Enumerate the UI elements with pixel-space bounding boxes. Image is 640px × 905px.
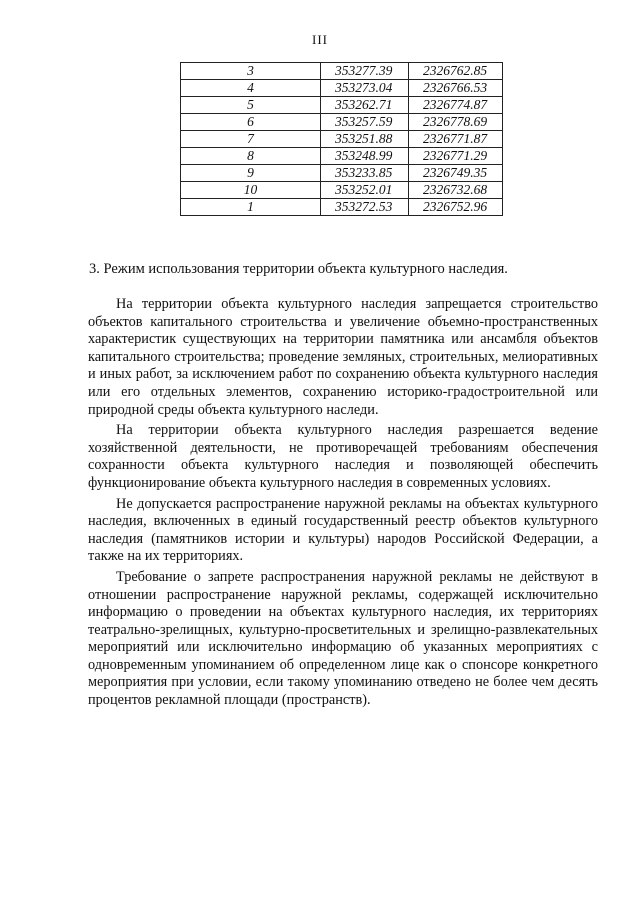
point-number-cell: 8	[181, 148, 321, 165]
y-coordinate-cell: 2326752.96	[409, 199, 503, 216]
x-coordinate-cell: 353251.88	[321, 131, 409, 148]
paragraph-advertising-exception: Требование о запрете распространения наружной рекламы не действуют в отношении распространение наружной рекламы, содержащей исключительно информацию о проведении на объектах культурного наследия, их территориях театрально-зрелищных, культурно-просветительных и зрелищно-развлекательных мероприятий или исключительно информацию об указанных мероприятиях с одновременным упоминанием об определенном лице как о спонсоре конкретного мероприятия при условии, если такому упоминанию отведено не более чем десять процентов рекламной площади (пространств).	[88, 568, 598, 709]
section-heading: 3. Режим использования территории объекта культурного наследия.	[89, 261, 508, 277]
point-number-cell: 1	[181, 199, 321, 216]
table-row	[181, 97, 503, 114]
table-row	[181, 80, 503, 97]
table-row	[181, 148, 503, 165]
point-number-cell: 7	[181, 131, 321, 148]
coordinates-table	[180, 62, 503, 216]
paragraph-advertising-ban: Не допускается распространение наружной рекламы на объектах культурного наследия, включенных в единый государственный реестр объектов культурного наследия (памятников истории и культуры) народов Российской Федерации, а также на их территориях.	[88, 495, 598, 565]
paragraph-restrictions: На территории объекта культурного наследия запрещается строительство объектов капитального строительства и увеличение объемно-пространственных характеристик существующих на территории памятника или ансамбля объектов капитального строительства; проведение земляных, строительных, мелиоративных и иных работ, за исключением работ по сохранению объекта культурного наследия или его отдельных элементов, сохранению историко-градостроительной или природной среды объекта культурного наследи.	[88, 296, 598, 418]
y-coordinate-cell: 2326778.69	[409, 114, 503, 131]
x-coordinate-cell: 353252.01	[321, 182, 409, 199]
table-row	[181, 182, 503, 199]
point-number-cell: 9	[181, 165, 321, 182]
y-coordinate-cell: 2326774.87	[409, 97, 503, 114]
y-coordinate-cell: 2326766.53	[409, 80, 503, 97]
table-row	[181, 114, 503, 131]
section-body	[88, 296, 598, 713]
table-row	[181, 199, 503, 216]
x-coordinate-cell: 353273.04	[321, 80, 409, 97]
point-number-cell: 10	[181, 182, 321, 199]
paragraph-permitted-activity: На территории объекта культурного наследия разрешается ведение хозяйственной деятельности, не противоречащей требованиям обеспечения сохранности объекта культурного наследия и позволяющей обеспечить функционирование объекта культурного наследия в современных условиях.	[88, 422, 598, 491]
y-coordinate-cell: 2326771.29	[409, 148, 503, 165]
point-number-cell: 6	[181, 114, 321, 131]
x-coordinate-cell: 353233.85	[321, 165, 409, 182]
y-coordinate-cell: 2326749.35	[409, 165, 503, 182]
x-coordinate-cell: 353277.39	[321, 63, 409, 80]
point-number-cell: 5	[181, 97, 321, 114]
y-coordinate-cell: 2326771.87	[409, 131, 503, 148]
table-row	[181, 63, 503, 80]
x-coordinate-cell: 353272.53	[321, 199, 409, 216]
x-coordinate-cell: 353262.71	[321, 97, 409, 114]
x-coordinate-cell: 353248.99	[321, 148, 409, 165]
table-row	[181, 131, 503, 148]
y-coordinate-cell: 2326732.68	[409, 182, 503, 199]
table-row	[181, 165, 503, 182]
x-coordinate-cell: 353257.59	[321, 114, 409, 131]
y-coordinate-cell: 2326762.85	[409, 63, 503, 80]
point-number-cell: 4	[181, 80, 321, 97]
point-number-cell: 3	[181, 63, 321, 80]
page-number: III	[312, 32, 328, 47]
